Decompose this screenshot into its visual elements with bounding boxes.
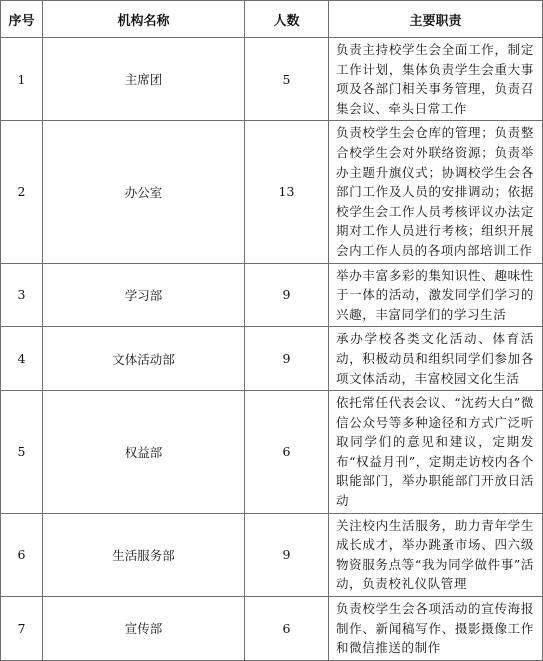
header-headcount: 人数 <box>245 1 329 38</box>
cell-index: 2 <box>1 121 43 263</box>
cell-org-name: 宣传部 <box>43 597 245 661</box>
cell-org-name: 主席团 <box>43 38 245 121</box>
cell-duties: 依托常任代表会议、“沈药大白”微信公众号等多种途径和方式广泛听取同学们的意见和建议，定期发布“权益月刊”，定期走访校内各个职能部门，举办职能部门开放日活动 <box>329 391 543 514</box>
table-row <box>1 263 543 327</box>
cell-headcount: 6 <box>245 391 329 514</box>
cell-org-name: 文体活动部 <box>43 327 245 391</box>
cell-duties: 关注校内生活服务，助力青年学生成长成才，举办跳蚤市场、四六级物资服务点等“我为同学做件事”活动，负责校礼仪队管理 <box>329 513 543 596</box>
cell-index: 1 <box>1 38 43 121</box>
cell-duties: 负责校学生会仓库的管理；负责整合校学生会对外联络资源；负责举办主题升旗仪式；协调校学生会各部门工作及人员的安排调动；依据校学生会工作人员考核评议办法定期对工作人员进行考核；组织开展会内工作人员的各项内部培训工作 <box>329 121 543 263</box>
header-index: 序号 <box>1 1 43 38</box>
header-org-name: 机构名称 <box>43 1 245 38</box>
header-duties: 主要职责 <box>329 1 543 38</box>
table-row <box>1 38 543 121</box>
table-header-row <box>1 1 543 38</box>
cell-headcount: 9 <box>245 263 329 327</box>
cell-headcount: 9 <box>245 327 329 391</box>
cell-headcount: 13 <box>245 121 329 263</box>
table-row <box>1 597 543 661</box>
cell-headcount: 6 <box>245 597 329 661</box>
table-row <box>1 327 543 391</box>
cell-org-name: 学习部 <box>43 263 245 327</box>
cell-headcount: 9 <box>245 513 329 596</box>
cell-org-name: 权益部 <box>43 391 245 514</box>
cell-index: 6 <box>1 513 43 596</box>
cell-org-name: 办公室 <box>43 121 245 263</box>
cell-index: 4 <box>1 327 43 391</box>
cell-duties: 承办学校各类文化活动、体育活动，积极动员和组织同学们参加各项文体活动，丰富校园文化生活 <box>329 327 543 391</box>
cell-duties: 举办丰富多彩的集知识性、趣味性于一体的活动，激发同学们学习的兴趣，丰富同学们的学习生活 <box>329 263 543 327</box>
table-row <box>1 391 543 514</box>
cell-index: 5 <box>1 391 43 514</box>
cell-duties: 负责主持校学生会全面工作，制定工作计划，集体负责学生会重大事项及各部门相关事务管理，负责召集会议、牵头日常工作 <box>329 38 543 121</box>
cell-headcount: 5 <box>245 38 329 121</box>
cell-index: 3 <box>1 263 43 327</box>
cell-org-name: 生活服务部 <box>43 513 245 596</box>
cell-index: 7 <box>1 597 43 661</box>
table-row <box>1 121 543 263</box>
cell-duties: 负责校学生会各项活动的宣传海报制作、新闻稿写作、摄影摄像工作和微信推送的制作 <box>329 597 543 661</box>
table-row <box>1 513 543 596</box>
